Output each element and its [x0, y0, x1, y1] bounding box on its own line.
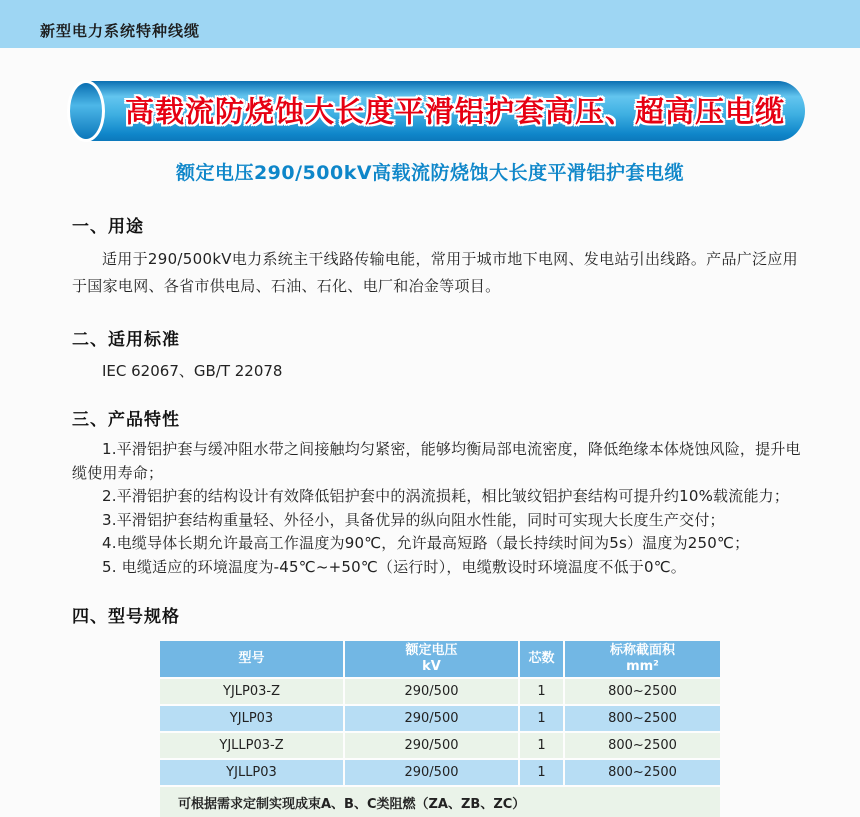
product-subtitle: 额定电压290/500kV高载流防烧蚀大长度平滑铝护套电缆 [175, 162, 685, 184]
cell-cross-section: 800~2500 [565, 758, 720, 785]
features-list [72, 438, 804, 579]
column-header-cores-label: 芯数 [528, 651, 555, 666]
document-body [0, 212, 860, 817]
product-banner [0, 81, 860, 141]
column-header-cores [520, 641, 565, 677]
cell-model: YJLLP03 [160, 758, 345, 785]
cell-model: YJLP03-Z [160, 677, 345, 704]
table-footnote: 可根据需求定制实现成束A、B、C类阻燃（ZA、ZB、ZC） [160, 785, 720, 817]
table-row [160, 677, 720, 704]
usage-paragraph: 适用于290/500kV电力系统主干线路传输电能，常用于城市地下电网、发电站引出线路。产品广泛应用于国家电网、各省市供电局、石油、石化、电厂和冶金等项目。 [72, 250, 798, 295]
cable-end-ellipse-icon [67, 80, 105, 142]
category-title: 新型电力系统特种线缆 [40, 22, 201, 40]
feature-item-4: 4.电缆导体长期允许最高工作温度为90℃，允许最高短路（最长持续时间为5s）温度为250℃； [102, 534, 750, 552]
feature-item-1: 1.平滑铝护套与缓冲阻水带之间接触均匀紧密，能够均衡局部电流密度，降低绝缘本体烧蚀风险，提升电缆使用寿命； [72, 440, 801, 482]
cell-cores: 1 [520, 731, 565, 758]
table-footnote-row [160, 785, 720, 817]
column-header-voltage [345, 641, 520, 677]
feature-item-2: 2.平滑铝护套的结构设计有效降低铝护套中的涡流损耗，相比皱纹铝护套结构可提升约10%载流能力； [102, 487, 790, 505]
cell-cores: 1 [520, 704, 565, 731]
standards-text: IEC 62067、GB/T 22078 [102, 362, 283, 380]
column-header-cross-section-label: 标称截面积 [609, 643, 675, 658]
banner-title: 高载流防烧蚀大长度平滑铝护套高压、超高压电缆 [124, 94, 785, 129]
top-category-bar [0, 0, 860, 48]
table-row [160, 731, 720, 758]
cell-voltage: 290/500 [345, 758, 520, 785]
cell-model: YJLP03 [160, 704, 345, 731]
feature-item-5: 5. 电缆适应的环境温度为-45℃~+50℃（运行时），电缆敷设时环境温度不低于0℃。 [102, 557, 686, 576]
column-header-cross-section-unit: mm² [626, 659, 659, 674]
cell-cross-section: 800~2500 [565, 731, 720, 758]
column-header-model-label: 型号 [238, 651, 265, 666]
cell-cross-section: 800~2500 [565, 677, 720, 704]
feature-item-3: 3.平滑铝护套结构重量轻、外径小，具备优异的纵向阻水性能，同时可实现大长度生产交付； [102, 510, 725, 529]
section-heading-models: 四、型号规格 [72, 607, 180, 627]
cell-cores: 1 [520, 677, 565, 704]
table-row [160, 758, 720, 785]
model-spec-table [160, 641, 720, 817]
section-heading-usage: 一、用途 [72, 217, 144, 237]
cell-model: YJLLP03-Z [160, 731, 345, 758]
cell-voltage: 290/500 [345, 731, 520, 758]
column-header-model [160, 641, 345, 677]
cell-cross-section: 800~2500 [565, 704, 720, 731]
column-header-voltage-label: 额定电压 [405, 643, 458, 658]
section-heading-features: 三、产品特性 [72, 410, 180, 430]
column-header-cross-section [565, 641, 720, 677]
cell-voltage: 290/500 [345, 704, 520, 731]
cell-voltage: 290/500 [345, 677, 520, 704]
cell-cores: 1 [520, 758, 565, 785]
section-heading-standards: 二、适用标准 [72, 330, 180, 350]
table-row [160, 704, 720, 731]
table-header-row [160, 641, 720, 677]
column-header-voltage-unit: kV [422, 659, 441, 674]
